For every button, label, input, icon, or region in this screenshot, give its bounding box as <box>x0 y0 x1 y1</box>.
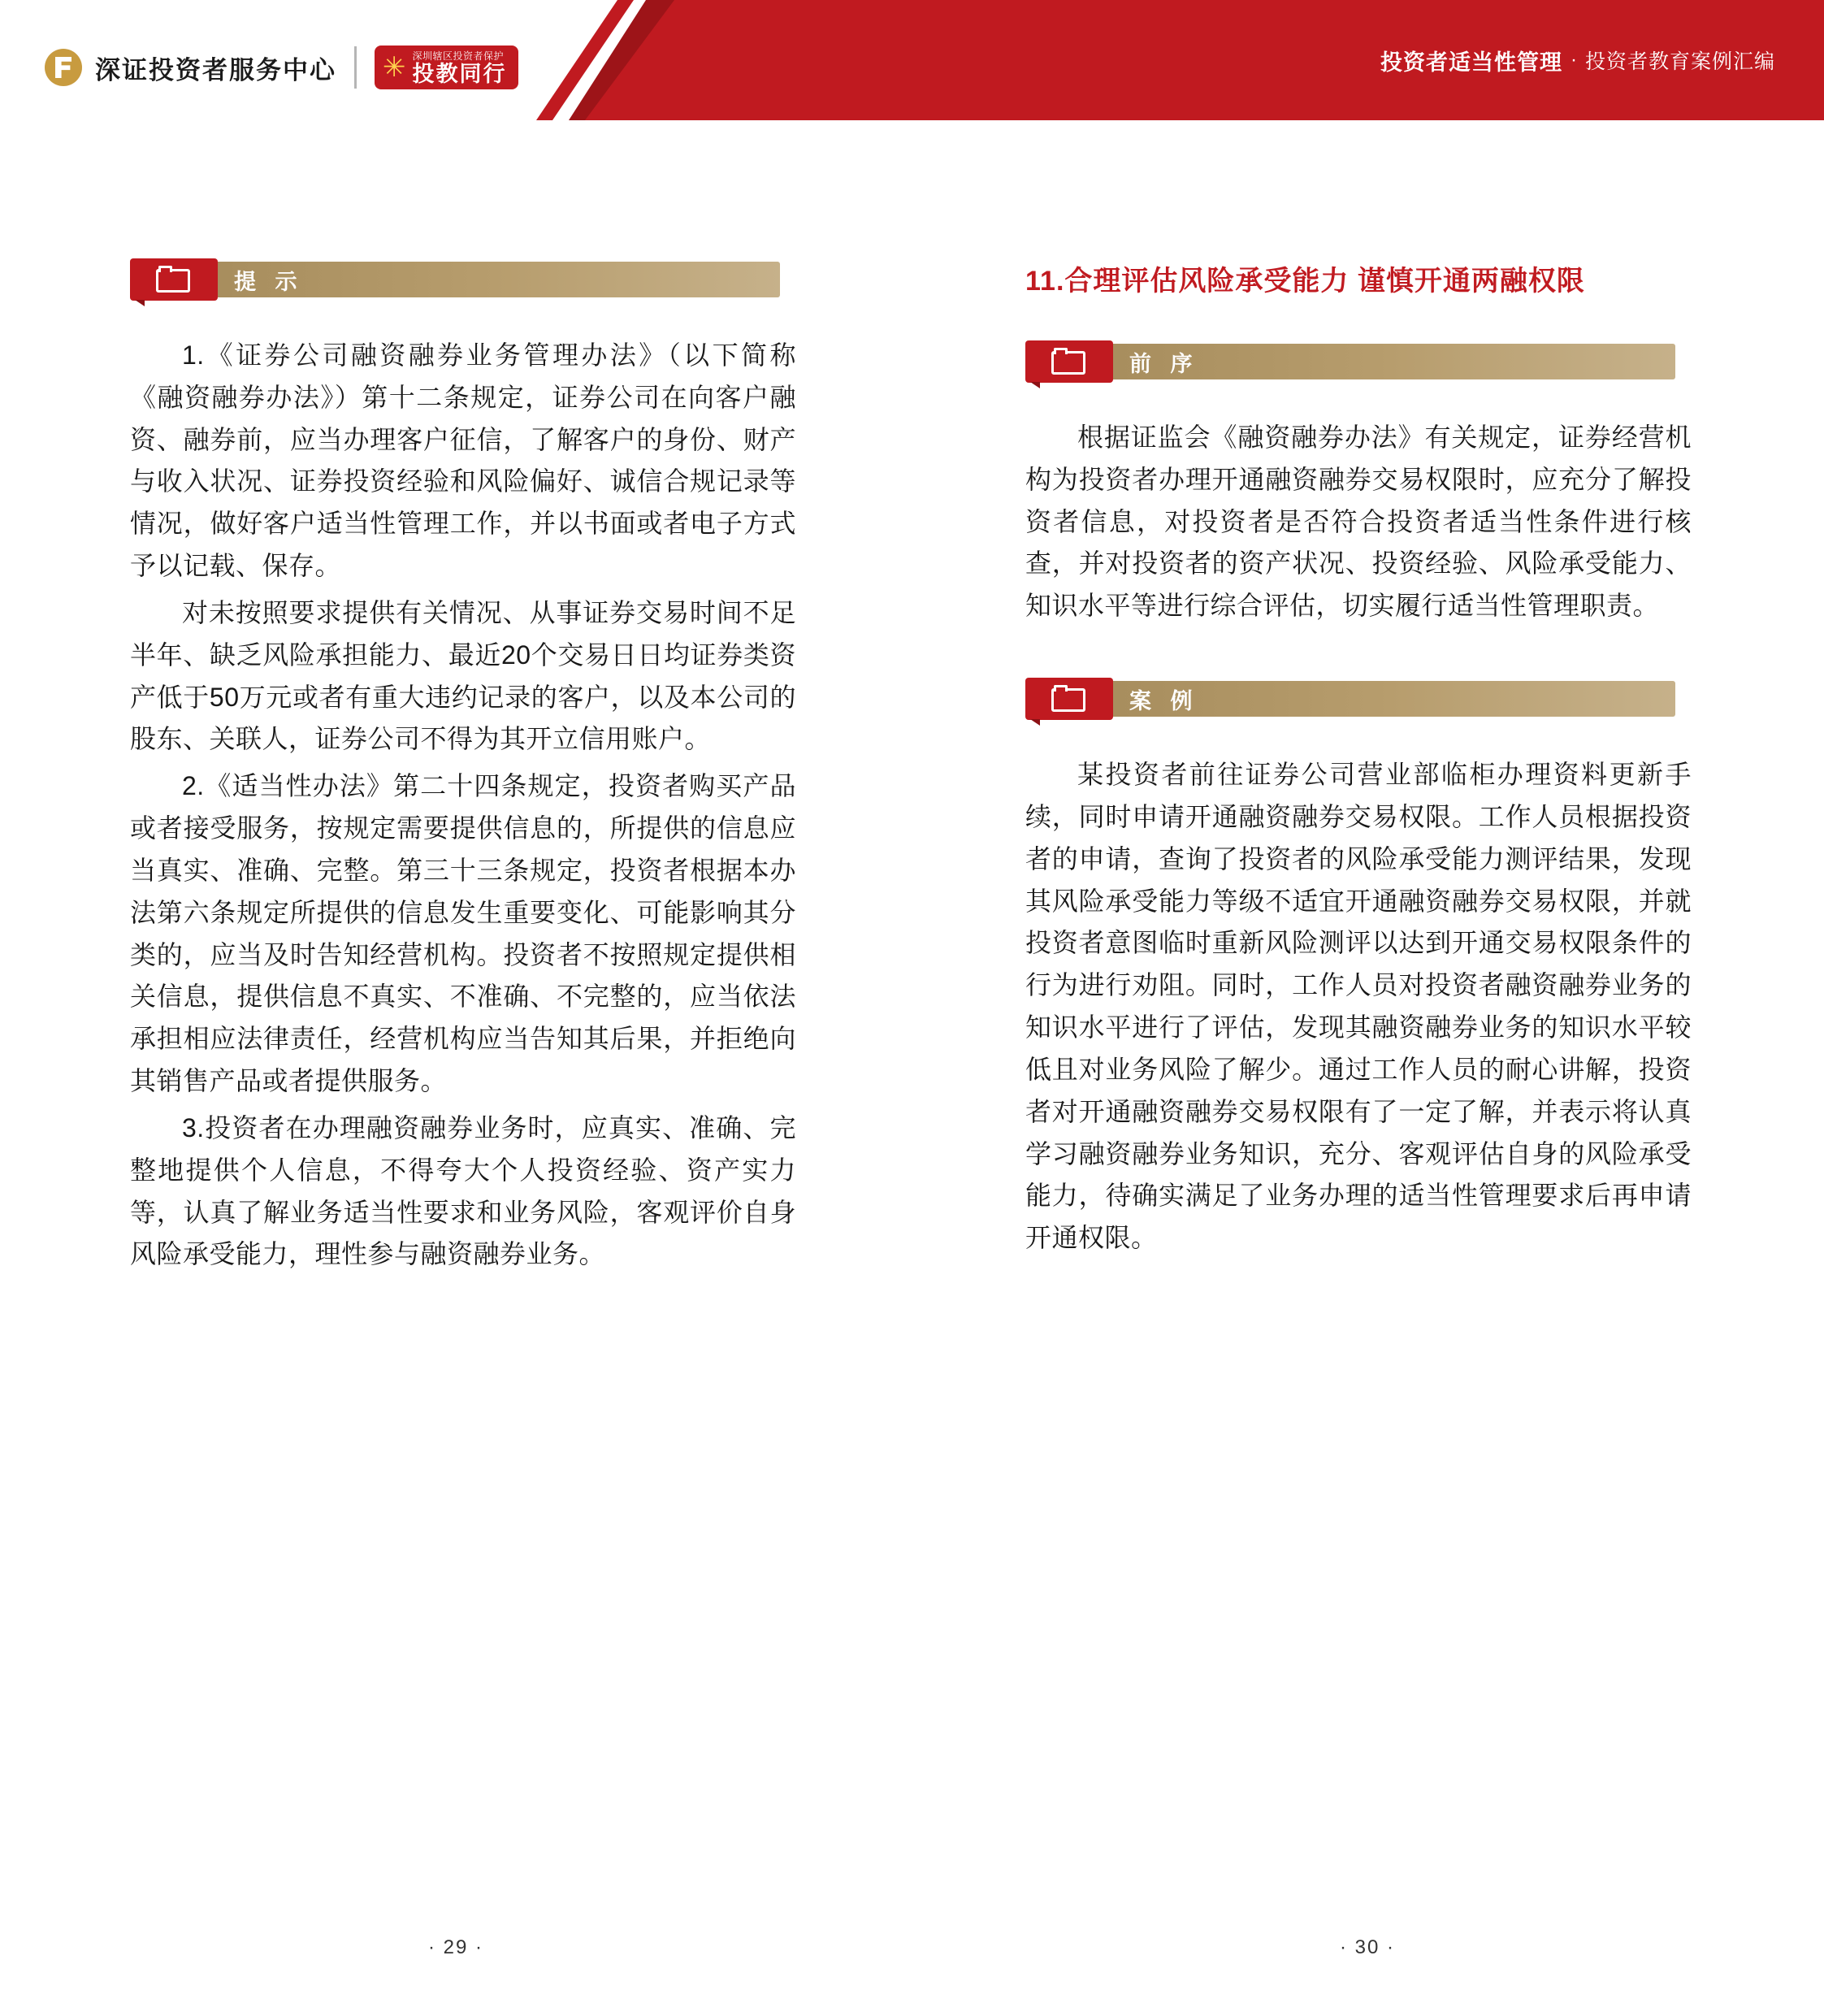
paragraph: 3.投资者在办理融资融券业务时，应真实、准确、完整地提供个人信息，不得夸大个人投资经验、资产实力等，认真了解业务适当性要求和业务风险，客观评价自身风险承受能力，理性参与融资融券业务。 <box>130 1112 796 1269</box>
banner-case <box>1025 678 1675 720</box>
badge-title: 投教同行 <box>412 62 507 87</box>
logo-divider <box>354 46 357 89</box>
banner-tab <box>130 258 218 301</box>
banner-tips <box>130 258 780 301</box>
banner-preface <box>1025 340 1675 383</box>
page-number-right: · 30 · <box>1339 1936 1395 1958</box>
folder-icon <box>1051 685 1087 713</box>
star-burst-icon: ✳ <box>383 52 406 83</box>
paragraph: 根据证监会《融资融券办法》有关规定，证券经营机构为投资者办理开通融资融券交易权限时，应充分了解投资者信息，对投资者是否符合投资者适当性条件进行核查，并对投资者的资产状况、投资经验、风险承受能力、知识水平等进行综合评估，切实履行适当性管理职责。 <box>1025 423 1692 621</box>
folder-icon <box>156 266 192 293</box>
logo-mark-icon <box>45 49 82 86</box>
paragraph: 1.《证券公司融资融券业务管理办法》（以下简称《融资融券办法》）第十二条规定，证券公司在向客户融资、融券前，应当办理客户征信，了解客户的身份、财产与收入状况、证券投资经验和风险偏好、诚信合规记录等情况，做好客户适当性管理工作，并以书面或者电子方式予以记载、保存。 <box>130 340 796 581</box>
logo-text: 深证投资者服务中心 <box>95 55 336 85</box>
header-title-sub: 投资者教育案例汇编 <box>1584 50 1775 73</box>
page-29 <box>0 120 912 2016</box>
paragraph: 某投资者前往证券公司营业部临柜办理资料更新手续，同时申请开通融资融券交易权限。工作人员根据投资者的申请，查询了投资者的风险承受能力测评结果，发现其风险承受能力等级不适宜开通融资融券交易权限，并就投资者意图临时重新风险测评以达到开通交易权限条件的行为进行劝阻。同时，工作人员对投资者融资融券业务的知识水平进行了评估，发现其融资融券业务的知识水平较低且对业务风险了解少。通过工作人员的耐心讲解，投资者对开通融资融券交易权限有了一定了解，并表示将认真学习融资融券业务知识，充分、客观评估自身的风险承受能力，待确实满足了业务办理的适当性管理要求后再申请开通权限。 <box>1025 760 1692 1253</box>
section-title: 11.合理评估风险承受能力 谨慎开通两融权限 <box>1025 266 1585 297</box>
brand-logo <box>45 42 518 93</box>
left-column-content <box>130 258 796 1281</box>
banner-label-case: 案 例 <box>1129 688 1199 713</box>
paragraph: 2.《适当性办法》第二十四条规定，投资者购买产品或者接受服务，按规定需要提供信息的，所提供的信息应当真实、准确、完整。第三十三条规定，投资者根据本办法第六条规定所提供的信息发生重要变化、可能影响其分类的，应当及时告知经营机构。投资者不按照规定提供相关信息，提供信息不真实、不准确、不完整的，应当依法承担相应法律责任，经营机构应当告知其后果，并拒绝向其销售产品或者提供服务。 <box>130 771 796 1096</box>
banner-label-tips: 提 示 <box>234 269 304 294</box>
banner-tab <box>1025 678 1113 720</box>
page-header <box>0 0 1824 120</box>
page-30 <box>912 120 1823 2016</box>
header-title-separator: · <box>1570 49 1577 71</box>
banner-tab <box>1025 340 1113 383</box>
header-running-title <box>1380 0 1775 120</box>
page-number-left: · 29 · <box>427 1936 483 1958</box>
paragraph: 对未按照要求提供有关情况、从事证券交易时间不足半年、缺乏风险承担能力、最近20个交易日日均证券类资产低于50万元或者有重大违约记录的客户，以及本公司的股东、关联人，证券公司不得为其开立信用账户。 <box>130 597 796 754</box>
folder-icon <box>1051 348 1087 375</box>
page-spread <box>0 120 1824 2016</box>
header-title-main: 投资者适当性管理 <box>1380 50 1562 75</box>
banner-label-preface: 前 序 <box>1129 351 1199 376</box>
section-spacer <box>1025 632 1692 678</box>
investor-education-badge <box>375 46 518 89</box>
badge-subtitle: 深圳辖区投资者保护 <box>412 50 505 63</box>
right-column-content <box>1025 258 1692 1264</box>
